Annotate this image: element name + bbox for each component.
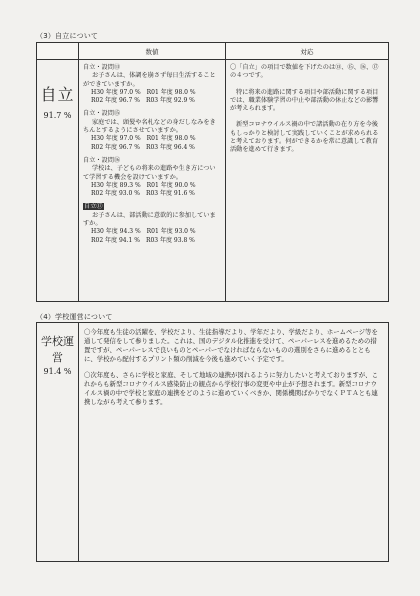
header-response: 対応 <box>226 43 389 60</box>
item-question: お子さんは、部活動に意欲的に参加していますか。 <box>83 211 216 228</box>
category-cell <box>37 60 79 302</box>
category-percent: 91.4 % <box>43 367 72 376</box>
response-paragraph: 〇「自立」の項目で数値を下げたのは⑬、⑮、⑯、⑰の４つです。 <box>230 64 379 80</box>
category-percent: 91.7 % <box>43 111 72 120</box>
response-paragraph: 新型コロナウイルス禍の中で諸活動の在り方を今後もしっかりと検討して実践していくことが求められると考えております。何ができるかを常に意識して教育活動を進めて行きます。 <box>230 121 379 154</box>
section4-title: （4）学校運営について <box>36 313 113 321</box>
item-title: 自立・設問⑬ <box>83 64 121 71</box>
item-question: お子さんは、体調を崩さず毎日生活することができていますか。 <box>83 72 216 88</box>
plan-cell <box>79 323 389 562</box>
section4-table <box>36 322 389 562</box>
survey-item <box>83 203 221 244</box>
value-row: H30 年度 94.3 % R01 年度 93.0 % <box>91 228 196 236</box>
value-row: R02 年度 94.1 % R03 年度 93.8 % <box>91 236 195 244</box>
survey-item <box>83 110 221 151</box>
item-title: 自立・設問⑮ <box>83 110 121 118</box>
category-cell <box>37 323 79 562</box>
section3-table <box>36 42 389 302</box>
plan-paragraph: 〇今年度も生徒の活躍を、学校だより、生徒指導だより、学年だより、学級だより、ホームページ等を通して発信をして参りました。これは、国のデジタル化推進を受けて、ペーパーレスを進めるための措置ですが、ペーパーレスで良いものとペーパーでなければならないものの選別をさらに進めるとともに、学校から配付するプリント類の削減を今後も進めていく予定です。 <box>84 328 378 363</box>
header-values: 数値 <box>79 43 226 60</box>
item-title: 自立⑰ <box>84 203 103 211</box>
plan-paragraph: 〇次年度も、さらに学校と家庭、そして地域の連携が図れるように努力したいと考えておりますが、これからも新型コロナウイルス感染防止の観点から学校行事の変更や中止が予想されます。新型コロナウイルス禍の中で学校と家庭の連携をどのように進めていくべきか、関係機関ばかりでなくＰＴＡとも連携しながら考えて参ります。 <box>84 371 378 406</box>
value-row: R02 年度 96.7 % R03 年度 92.9 % <box>91 97 195 105</box>
header-blank <box>37 43 79 60</box>
value-row: H30 年度 97.0 % R01 年度 98.0 % <box>91 135 196 143</box>
item-question: 家庭では、頭髪や名札などの身だしなみをきちんとするようにさせていますか。 <box>83 118 216 135</box>
category-label: 学校運営 <box>41 335 74 364</box>
survey-item <box>83 157 221 198</box>
item-title: 自立・設問⑯ <box>83 156 121 164</box>
value-row: R02 年度 93.0 % R03 年度 91.6 % <box>91 190 195 198</box>
values-cell <box>79 60 226 302</box>
value-row: R02 年度 96.7 % R03 年度 96.4 % <box>91 143 195 151</box>
item-question: 学校は、子どもの将来の進路や生き方について学習する機会を設けていますか。 <box>83 165 216 181</box>
survey-item <box>83 64 221 105</box>
value-row: H30 年度 89.3 % R01 年度 90.0 % <box>91 181 196 189</box>
section3-title: （3）自立について <box>36 32 99 40</box>
response-cell <box>226 60 389 302</box>
category-label: 自立 <box>40 85 75 104</box>
value-row: H30 年度 97.0 % R01 年度 98.0 % <box>91 88 196 96</box>
response-paragraph: 特に将来の進路に関する項目や部活動に関する項目では、職業体験学習の中止や部活動の休止などの影響が考えられます。 <box>230 88 379 113</box>
